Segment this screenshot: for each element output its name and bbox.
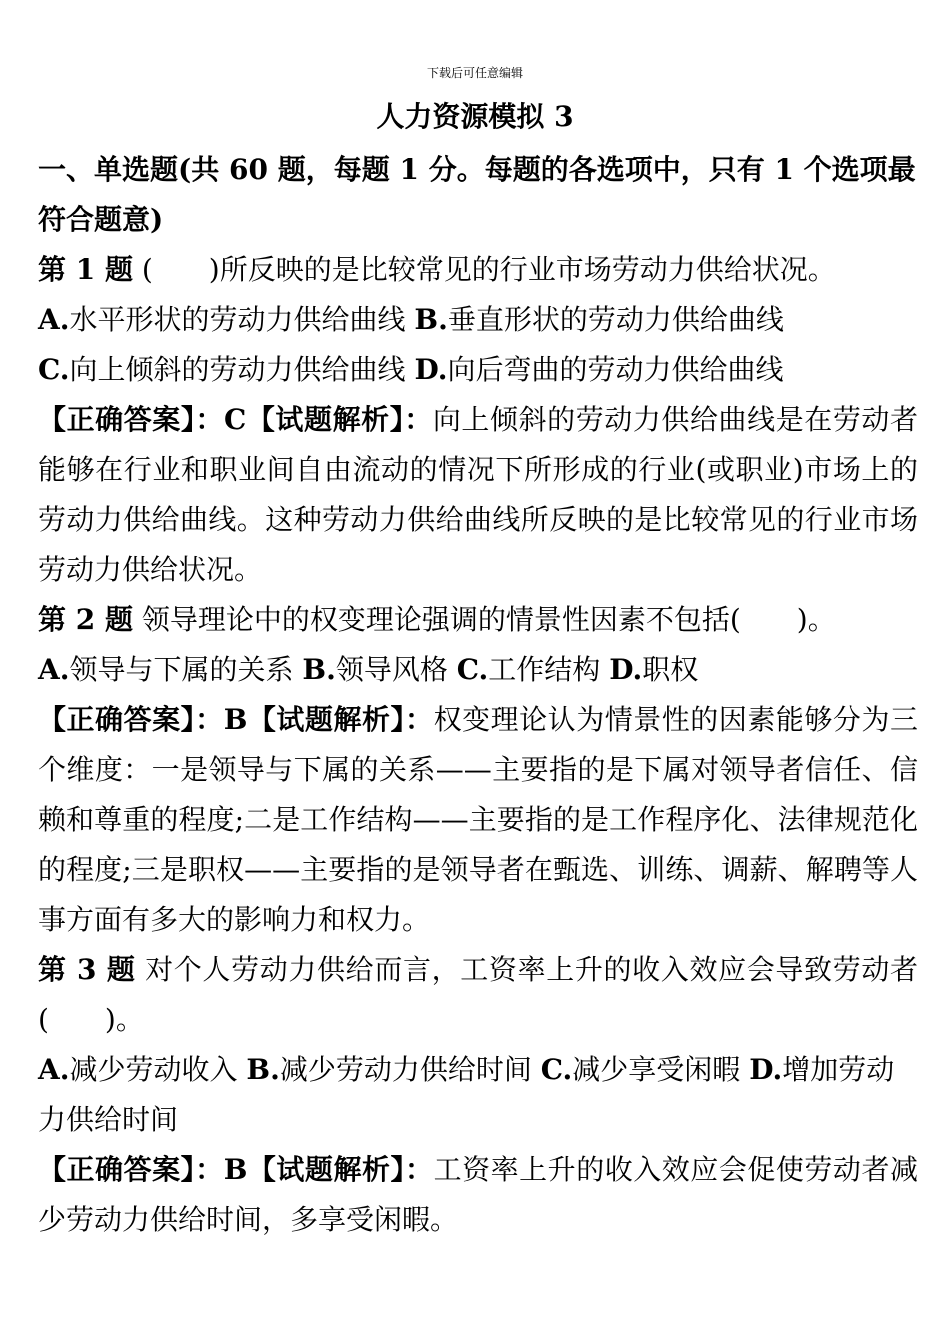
option-text: 向后弯曲的劳动力供给曲线	[447, 353, 784, 386]
option-text: 向上倾斜的劳动力供给曲线	[69, 353, 406, 386]
question-2-options	[38, 645, 918, 695]
question-1-stem	[38, 245, 918, 295]
question-1-options-row-1	[38, 295, 918, 345]
option-text: 领导风格	[335, 653, 448, 686]
question-number: 第 3 题	[38, 953, 136, 986]
page-title: 人力资源模拟 3	[376, 100, 574, 133]
option-letter: A.	[38, 653, 70, 686]
option-text: 水平形状的劳动力供给曲线	[69, 303, 406, 336]
option-letter: C.	[456, 653, 489, 686]
analysis-text: 工资率上升的收入效应会促使劳动者减少劳动力供给时间，多享受闲暇。	[38, 1153, 918, 1236]
question-text: 对个人劳动力供给而言，工资率上升的收入效应会导致劳动者( )。	[38, 953, 918, 1036]
question-2-stem	[38, 595, 918, 645]
option-letter: B.	[414, 303, 448, 336]
answer-letter: B	[223, 1153, 248, 1186]
question-text: ( )所反映的是比较常见的行业市场劳动力供给状况。	[132, 253, 836, 286]
option-text: 减少劳动收入	[69, 1053, 238, 1086]
option-text: 领导与下属的关系	[69, 653, 294, 686]
option-letter: D.	[414, 353, 448, 386]
question-2-answer	[38, 695, 918, 945]
option-text: 减少劳动力供给时间	[279, 1053, 532, 1086]
option-letter: A.	[38, 303, 70, 336]
option-text: 增加劳动力供给时间	[38, 1053, 895, 1136]
option-letter: B.	[302, 653, 336, 686]
question-1-answer	[38, 395, 918, 595]
answer-letter: C	[224, 403, 247, 436]
analysis-label: 【试题解析】：	[247, 1153, 434, 1186]
option-text: 工作结构	[488, 653, 601, 686]
option-letter: C.	[540, 1053, 573, 1086]
question-3-stem	[38, 945, 918, 1045]
section-heading: 一、单选题(共 60 题，每题 1 分。每题的各选项中，只有 1 个选项最符合题意)	[38, 153, 916, 236]
question-number: 第 1 题	[38, 253, 133, 286]
question-3-answer	[38, 1145, 918, 1245]
answer-label: 【正确答案】：	[38, 703, 224, 736]
question-number: 第 2 题	[38, 603, 133, 636]
option-text: 垂直形状的劳动力供给曲线	[447, 303, 784, 336]
answer-letter: B	[223, 703, 248, 736]
analysis-text: 权变理论认为情景性的因素能够分为三个维度：一是领导与下属的关系——主要指的是下属对领导者信任、信赖和尊重的程度;二是工作结构——主要指的是工作程序化、法律规范化的程度;三是职权——主要指的是领导者在甄选、训练、调薪、解聘等人事方面有多大的影响力和权力。	[38, 703, 918, 936]
header-note: 下载后可任意编辑	[426, 66, 523, 80]
option-letter: C.	[38, 353, 70, 386]
document-body	[38, 145, 918, 1245]
question-3-options	[38, 1045, 918, 1145]
option-text: 减少享受闲暇	[572, 1053, 741, 1086]
option-letter: D.	[609, 653, 643, 686]
analysis-text: 向上倾斜的劳动力供给曲线是在劳动者能够在行业和职业间自由流动的情况下所形成的行业(或职业)市场上的劳动力供给曲线。这种劳动力供给曲线所反映的是比较常见的行业市场劳动力供给状况。	[38, 403, 918, 586]
option-text: 职权	[642, 653, 699, 686]
option-letter: B.	[246, 1053, 280, 1086]
answer-label: 【正确答案】：	[38, 403, 224, 436]
analysis-label: 【试题解析】：	[247, 703, 434, 736]
question-1-options-row-2	[38, 345, 918, 395]
question-text: 领导理论中的权变理论强调的情景性因素不包括( )。	[132, 603, 836, 636]
analysis-label: 【试题解析】：	[246, 403, 433, 436]
answer-label: 【正确答案】：	[38, 1153, 224, 1186]
option-letter: A.	[38, 1053, 70, 1086]
option-letter: D.	[749, 1053, 783, 1086]
